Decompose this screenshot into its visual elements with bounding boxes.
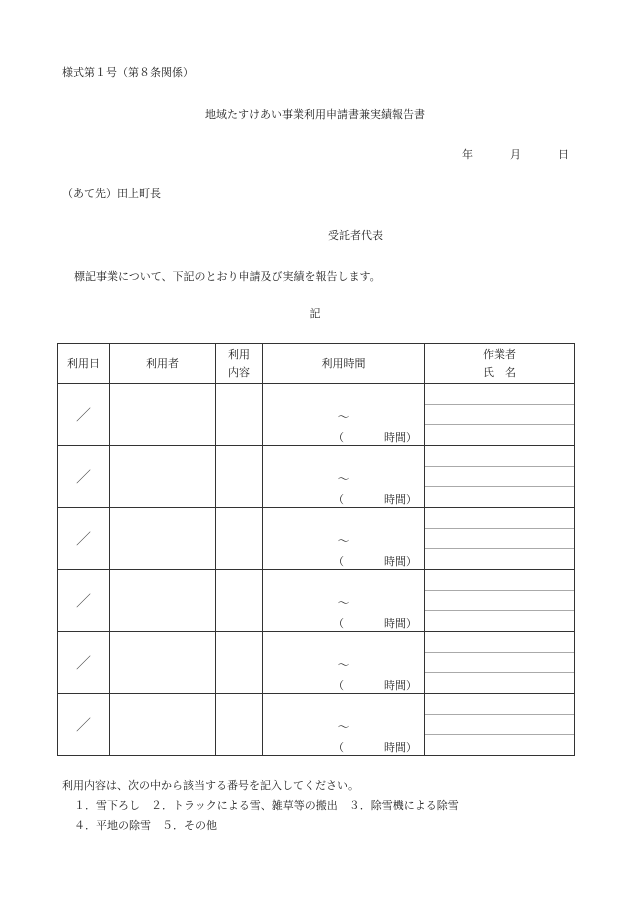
table-row: [58, 446, 575, 508]
time-cell[interactable]: [263, 446, 425, 508]
date-month-label: 月: [510, 148, 521, 161]
date-slash: ／: [75, 592, 91, 610]
worker-cell[interactable]: [425, 694, 575, 756]
time-cell[interactable]: [263, 694, 425, 756]
user-cell[interactable]: [110, 384, 216, 446]
user-cell[interactable]: [110, 694, 216, 756]
contractor-representative-label: 受託者代表: [328, 229, 383, 242]
time-cell[interactable]: [263, 570, 425, 632]
time-cell[interactable]: [263, 632, 425, 694]
usage-options-line2: ４．平地の除雪 ５．その他: [74, 819, 217, 832]
hours-label: 時間）: [384, 493, 417, 506]
date-cell[interactable]: [58, 508, 110, 570]
worker-cell[interactable]: [425, 632, 575, 694]
date-slash: ／: [75, 654, 91, 672]
hours-label: 時間）: [384, 741, 417, 754]
user-cell[interactable]: [110, 446, 216, 508]
table-row: [58, 694, 575, 756]
document-title: 地域たすけあい事業利用申請書兼実績報告書: [205, 108, 425, 121]
table-header-row: [58, 344, 575, 384]
col-header-worker-line2: 氏 名: [483, 365, 516, 379]
date-slash: ／: [75, 468, 91, 486]
time-tilde: ～: [337, 720, 350, 734]
col-header-time: 利用時間: [263, 344, 425, 384]
hours-open-paren: （: [333, 431, 344, 444]
hours-label: 時間）: [384, 555, 417, 568]
hours-open-paren: （: [333, 617, 344, 630]
table-row: [58, 632, 575, 694]
time-tilde: ～: [337, 658, 350, 672]
worker-cell[interactable]: [425, 508, 575, 570]
user-cell[interactable]: [110, 570, 216, 632]
worker-cell[interactable]: [425, 570, 575, 632]
content-cell[interactable]: [216, 384, 263, 446]
table-row: [58, 570, 575, 632]
date-day-label: 日: [558, 148, 569, 161]
time-cell[interactable]: [263, 508, 425, 570]
time-tilde: ～: [337, 472, 350, 486]
date-cell[interactable]: [58, 446, 110, 508]
hours-open-paren: （: [333, 741, 344, 754]
usage-content-instruction: 利用内容は、次の中から該当する番号を記入してください。: [62, 779, 359, 792]
content-cell[interactable]: [216, 446, 263, 508]
time-tilde: ～: [337, 534, 350, 548]
hours-label: 時間）: [384, 617, 417, 630]
user-cell[interactable]: [110, 508, 216, 570]
addressee: （あて先）田上町長: [62, 187, 161, 200]
user-cell[interactable]: [110, 632, 216, 694]
date-cell[interactable]: [58, 632, 110, 694]
table-row: [58, 508, 575, 570]
usage-options-line1: １．雪下ろし ２．トラックによる雪、雑草等の搬出 ３．除雪機による除雪: [74, 799, 459, 812]
hours-label: 時間）: [384, 431, 417, 444]
time-tilde: ～: [337, 596, 350, 610]
col-header-content-line2: 内容: [228, 365, 250, 379]
col-header-worker-line1: 作業者: [483, 347, 516, 361]
hours-open-paren: （: [333, 679, 344, 692]
worker-cell[interactable]: [425, 446, 575, 508]
table-row: [58, 384, 575, 446]
col-header-worker: [425, 344, 575, 384]
ki-heading: 記: [309, 307, 321, 320]
hours-open-paren: （: [333, 555, 344, 568]
date-cell[interactable]: [58, 570, 110, 632]
col-header-user: 利用者: [110, 344, 216, 384]
form-number: 様式第１号（第８条関係）: [62, 66, 194, 79]
time-tilde: ～: [337, 410, 350, 424]
date-year-label: 年: [462, 148, 473, 161]
content-cell[interactable]: [216, 570, 263, 632]
date-slash: ／: [75, 530, 91, 548]
col-header-date: 利用日: [58, 344, 110, 384]
col-header-content-line1: 利用: [228, 347, 250, 361]
date-cell[interactable]: [58, 384, 110, 446]
hours-label: 時間）: [384, 679, 417, 692]
worker-cell[interactable]: [425, 384, 575, 446]
col-header-content: [216, 344, 263, 384]
content-cell[interactable]: [216, 694, 263, 756]
hours-open-paren: （: [333, 493, 344, 506]
date-cell[interactable]: [58, 694, 110, 756]
content-cell[interactable]: [216, 508, 263, 570]
time-cell[interactable]: [263, 384, 425, 446]
date-slash: ／: [75, 716, 91, 734]
usage-table: [57, 343, 575, 756]
intro-text: 標記事業について、下記のとおり申請及び実績を報告します。: [74, 270, 381, 283]
date-slash: ／: [75, 406, 91, 424]
content-cell[interactable]: [216, 632, 263, 694]
